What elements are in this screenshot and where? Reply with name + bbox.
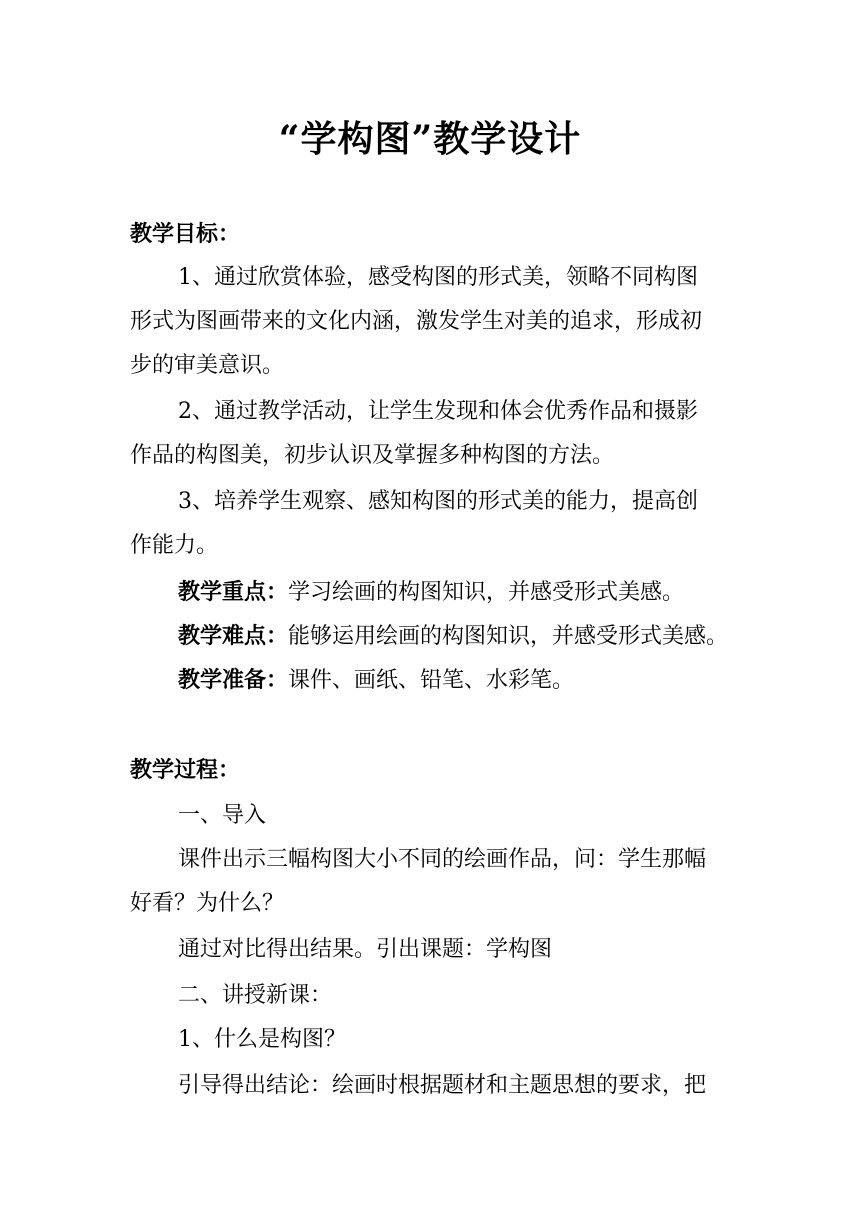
objective-3-line-2: 作能力。 <box>130 533 219 558</box>
preparation-text: 课件、画纸、铅笔、水彩笔。 <box>288 668 575 693</box>
section-1-para-2: 通过对比得出结果。引出课题：学构图 <box>178 937 553 962</box>
objective-1-line-3: 步的审美意识。 <box>130 353 285 378</box>
key-point <box>178 576 684 609</box>
difficult-point <box>178 620 728 653</box>
difficult-point-text: 能够运用绘画的构图知识，并感受形式美感。 <box>288 624 729 649</box>
objective-2-line-2: 作品的构图美，初步认识及掌握多种构图的方法。 <box>130 443 615 468</box>
section-1-para-1-line-1: 课件出示三幅构图大小不同的绘画作品，问：学生那幅 <box>178 847 707 872</box>
conclusion-line-1: 引导得出结论：绘画时根据题材和主题思想的要求，把 <box>178 1073 707 1098</box>
preparation-label: 教学准备： <box>178 667 289 693</box>
objective-3-line-1: 3、培养学生观察、感知构图的形式美的能力，提高创 <box>178 489 698 514</box>
question-1: 1、什么是构图？ <box>178 1027 346 1052</box>
process-heading: 教学过程： <box>130 757 241 783</box>
document-title: “学构图”教学设计 <box>278 118 582 160</box>
difficult-point-label: 教学难点： <box>178 623 289 649</box>
objective-1-line-2: 形式为图画带来的文化内涵，激发学生对美的追求，形成初 <box>130 309 703 334</box>
section-1-para-1-line-2: 好看？为什么？ <box>130 891 285 916</box>
preparation <box>178 664 574 697</box>
section-2-heading: 二、讲授新课： <box>178 983 333 1008</box>
key-point-label: 教学重点： <box>178 579 289 605</box>
objective-2-line-1: 2、通过教学活动，让学生发现和体会优秀作品和摄影 <box>178 399 698 424</box>
key-point-text: 学习绘画的构图知识，并感受形式美感。 <box>288 580 685 605</box>
objectives-heading: 教学目标： <box>130 221 241 247</box>
objective-1-line-1: 1、通过欣赏体验，感受构图的形式美，领略不同构图 <box>178 265 698 290</box>
section-1-heading: 一、导入 <box>178 803 267 828</box>
